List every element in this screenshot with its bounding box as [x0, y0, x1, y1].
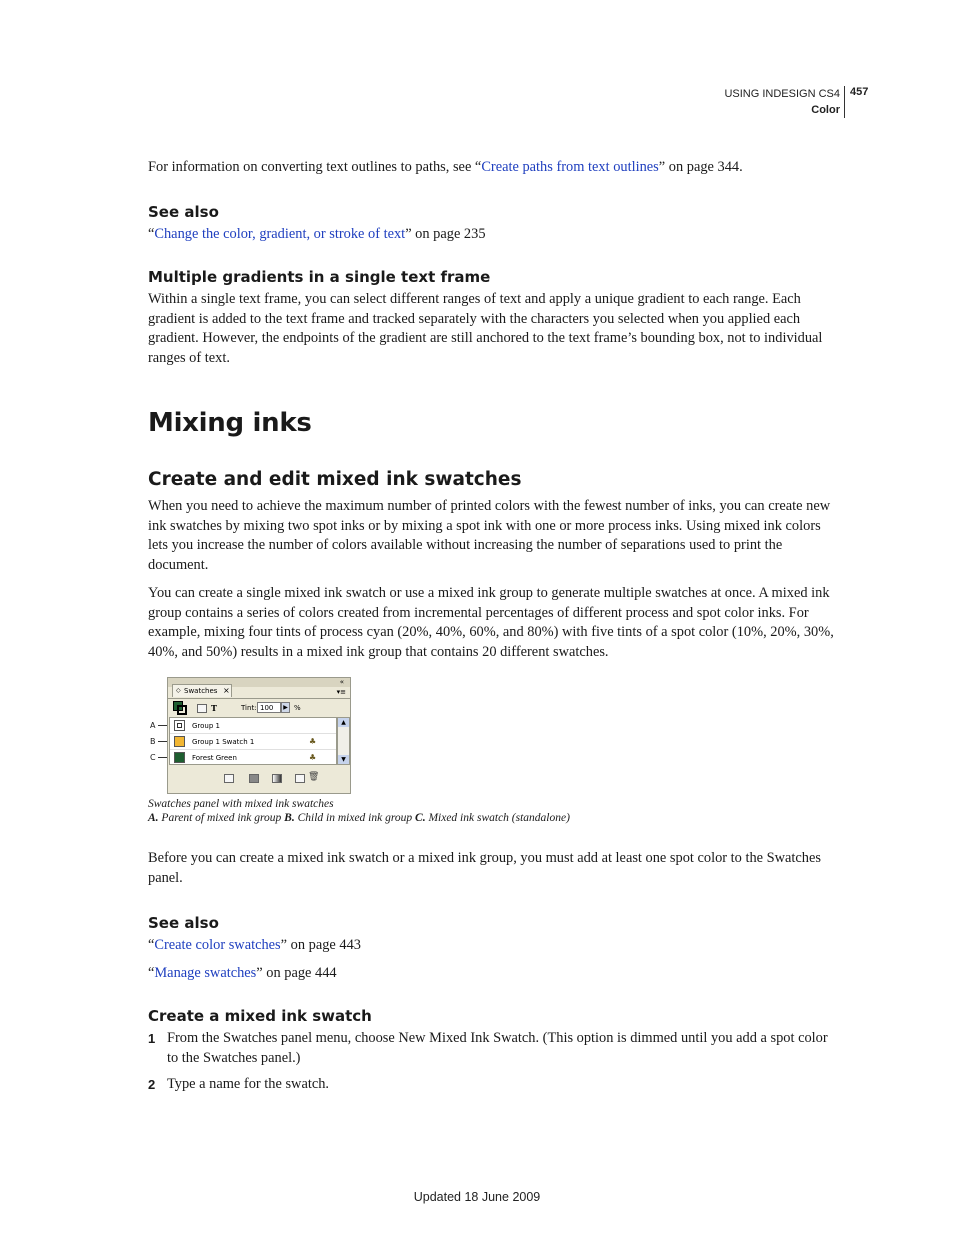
tab-arrow-icon: ◇ — [176, 687, 181, 694]
swatch-row-group[interactable] — [170, 718, 336, 734]
chapter-title: Mixing inks — [148, 408, 312, 438]
new-swatch-icon[interactable] — [295, 774, 305, 783]
intro-text-after: ” on page 344. — [658, 159, 743, 175]
panel-toolbar — [168, 698, 350, 717]
create-mixed-heading: Create a mixed ink swatch — [148, 1007, 372, 1025]
figure-caption-legend — [148, 812, 570, 824]
callout-a: A — [150, 721, 156, 730]
swatch-name: Group 1 — [192, 722, 220, 730]
swatch-row-forest-green[interactable] — [170, 750, 336, 766]
section-title: Create and edit mixed ink swatches — [148, 469, 522, 490]
step-text — [167, 1029, 828, 1068]
see-also-heading-2: See also — [148, 914, 219, 932]
swatch-name: Forest Green — [192, 754, 237, 762]
caption-key-b: B. — [284, 812, 295, 824]
paragraph-line: gradient is added to the text frame and tracked separately with the characters you selected when you applied each — [148, 310, 801, 327]
quote-open: “ — [148, 965, 155, 981]
tint-value: 100 — [260, 704, 274, 712]
collapse-icon[interactable]: « — [339, 678, 344, 686]
paragraph-line: You can create a single mixed ink swatch or use a mixed ink group to generate multiple swatches at once. A mixed ink — [148, 585, 830, 601]
tint-label: Tint: — [241, 704, 257, 712]
intro-paragraph — [148, 158, 743, 178]
caption-text-a: Parent of mixed ink group — [158, 812, 285, 824]
paragraph-line: 40%, and 50%) results in a mixed ink group that contains 20 different swatches. — [148, 643, 609, 660]
tint-slider-arrow-icon[interactable]: ▶ — [281, 702, 290, 713]
paragraph-line: When you need to achieve the maximum number of printed colors with the fewest number of inks, you can create new — [148, 498, 831, 514]
paragraph-line: gradient. However, the endpoints of the gradient are still anchored to the text frame’s bounding box, not to individual — [148, 330, 823, 347]
page-ref: ” on page 443 — [280, 937, 361, 953]
paragraph-line: lets you increase the number of colors available without increasing the number of separations used to print the — [148, 537, 783, 554]
caption-key-c: C. — [415, 812, 426, 824]
swatches-tab[interactable] — [172, 684, 232, 697]
fill-stroke-icon[interactable] — [173, 701, 187, 715]
formatting-container-icon[interactable] — [197, 704, 207, 713]
see-also-item — [148, 964, 337, 984]
paragraph-line: example, mixing four tints of process cyan (20%, 40%, 60%, and 80%) with five tints of a spot color (10%, 20%, 30%, — [148, 624, 834, 641]
paragraph-line: ranges of text. — [148, 349, 230, 366]
mixing-paragraph-1 — [148, 497, 830, 575]
mixing-paragraph-2 — [148, 584, 834, 662]
step-text — [167, 1075, 329, 1095]
scroll-down-icon[interactable]: ▼ — [338, 755, 349, 764]
paragraph-line: ink swatches by mixing two spot inks or by mixing a spot ink with one or more process inks. Using mixed ink colors — [148, 517, 821, 534]
see-also-item — [148, 936, 361, 956]
page-number: 457 — [850, 86, 869, 98]
mixed-ink-icon: ♣ — [309, 753, 317, 762]
show-gradient-swatches-icon[interactable] — [272, 774, 282, 783]
show-color-swatches-icon[interactable] — [249, 774, 259, 783]
page-footer: Updated 18 June 2009 — [413, 1190, 541, 1204]
page-ref: ” on page 235 — [405, 226, 486, 242]
multiple-gradients-paragraph — [148, 290, 822, 368]
link-create-paths[interactable]: Create paths from text outlines — [481, 159, 659, 175]
caption-text-c: Mixed ink swatch (standalone) — [425, 812, 570, 824]
swatch-row-child[interactable] — [170, 734, 336, 750]
mixed-ink-group-icon — [174, 720, 185, 731]
formatting-text-icon[interactable]: T — [211, 703, 217, 713]
quote-open: “ — [148, 226, 155, 242]
paragraph-line: Before you can create a mixed ink swatch or a mixed ink group, you must add at least one spot color to the Swatches — [148, 850, 821, 866]
panel-bottom-bar — [168, 766, 350, 793]
swatch-chip — [174, 752, 185, 763]
swatches-panel — [167, 677, 351, 794]
paragraph-line: panel. — [148, 869, 183, 886]
swatch-list — [169, 717, 337, 765]
running-header-section: Color — [811, 104, 840, 116]
scrollbar[interactable] — [337, 717, 350, 765]
callout-c: C — [150, 753, 156, 762]
see-also-heading-1: See also — [148, 203, 219, 221]
panel-menu-icon[interactable]: ▾≡ — [336, 688, 346, 696]
link-create-color-swatches[interactable]: Create color swatches — [154, 937, 281, 953]
caption-key-a: A. — [148, 812, 159, 824]
swatch-chip — [174, 736, 185, 747]
see-also-item — [148, 225, 486, 245]
figure-caption-title: Swatches panel with mixed ink swatches — [148, 798, 334, 810]
paragraph-line: document. — [148, 556, 209, 573]
before-paragraph — [148, 849, 821, 888]
callout-b: B — [150, 737, 156, 746]
caption-text-b: Child in mixed ink group — [294, 812, 416, 824]
quote-open: “ — [148, 937, 155, 953]
percent-label: % — [294, 704, 301, 712]
step-number: 1 — [148, 1031, 156, 1046]
tint-input[interactable] — [257, 702, 281, 713]
delete-swatch-icon[interactable]: 🗑 — [308, 772, 320, 782]
paragraph-line: Within a single text frame, you can select different ranges of text and apply a unique gradient to each range. Each — [148, 291, 801, 307]
swatch-name: Group 1 Swatch 1 — [192, 738, 255, 746]
multiple-gradients-heading: Multiple gradients in a single text frame — [148, 268, 491, 286]
show-all-swatches-icon[interactable] — [224, 774, 234, 783]
step-number: 2 — [148, 1077, 156, 1092]
running-header-title: USING INDESIGN CS4 — [724, 88, 840, 100]
tab-close-icon[interactable]: × — [223, 686, 230, 695]
intro-text-before: For information on converting text outlines to paths, see “ — [148, 159, 482, 175]
link-change-color[interactable]: Change the color, gradient, or stroke of text — [154, 226, 406, 242]
header-divider — [844, 86, 845, 118]
step-line: Type a name for the swatch. — [167, 1076, 330, 1092]
scroll-up-icon[interactable]: ▲ — [338, 718, 349, 727]
paragraph-line: group contains a series of colors created from incremental percentages of different process and spot color inks. For — [148, 604, 809, 621]
mixed-ink-icon: ♣ — [309, 737, 317, 746]
step-line: From the Swatches panel menu, choose New Mixed Ink Swatch. (This option is dimmed until you add a spot color — [167, 1030, 828, 1046]
tab-label: Swatches — [184, 687, 218, 695]
step-line: to the Swatches panel.) — [167, 1049, 301, 1066]
page-ref: ” on page 444 — [256, 965, 337, 981]
link-manage-swatches[interactable]: Manage swatches — [154, 965, 257, 981]
